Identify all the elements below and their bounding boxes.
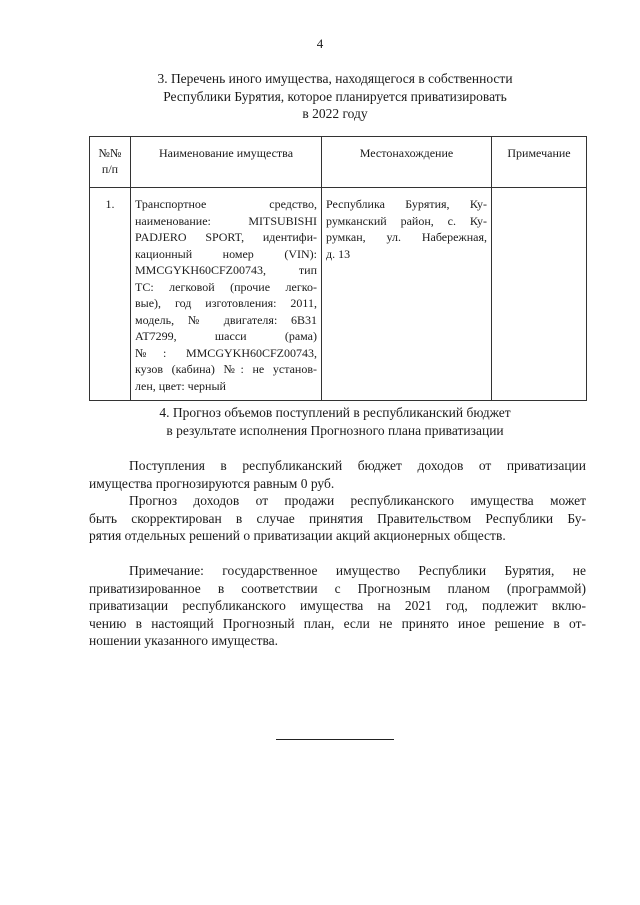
paragraph-line: приватизированное в соответствии с Прогнозным планом (программой) xyxy=(89,580,586,596)
property-name-line: MMCGYKH60CFZ00743, тип xyxy=(135,263,317,277)
section-3-title-line: в 2022 году xyxy=(302,106,368,121)
header-location: Местонахождение xyxy=(322,137,492,188)
property-name-cell xyxy=(131,188,322,401)
property-name-line: кационный номер (VIN): xyxy=(135,246,317,261)
property-name-line: лен, цвет: черный xyxy=(135,378,226,393)
section-4-title xyxy=(90,404,580,439)
paragraph-line: приватизации республиканского имущества на 2021 год, подлежит вклю- xyxy=(89,598,586,613)
location-line: румканский район, с. Ку- xyxy=(326,213,487,228)
property-name-line: PADJERO SPORT, идентифи- xyxy=(135,230,317,244)
property-name-line: вые), год изготовления: 2011, xyxy=(135,296,317,310)
section-3-title-line: Республики Бурятия, которое планируется приватизировать xyxy=(163,88,507,104)
paragraph-line: Поступления в республиканский бюджет доходов от приватизации xyxy=(129,458,586,473)
table-row xyxy=(90,188,587,401)
location-cell xyxy=(322,188,492,401)
page-number: 4 xyxy=(316,36,324,51)
paragraph-line: имущества прогнозируются равным 0 руб. xyxy=(89,475,335,491)
section-4-title-line: в результате исполнения Прогнозного плана приватизации xyxy=(166,422,504,438)
property-name-line: AT7299, шасси (рама) xyxy=(135,329,317,343)
property-name-line: Транспортное средство, xyxy=(135,197,317,211)
location-line: Республика Бурятия, Ку- xyxy=(326,197,487,211)
revenue-paragraph xyxy=(89,457,586,492)
header-number xyxy=(90,137,131,188)
paragraph-line: Прогноз доходов от продажи республиканского имущества может xyxy=(129,493,586,508)
property-name-line: наименование: MITSUBISHI xyxy=(135,213,317,228)
paragraph-line: ношении указанного имущества. xyxy=(89,633,279,648)
property-name-line: ТС: легковой (прочие легко- xyxy=(135,279,317,294)
header-name: Наименование имущества xyxy=(131,137,322,188)
paragraph-line: быть скорректирован в случае принятия Правительством Республики Бу- xyxy=(89,510,586,526)
property-name-line: модель, № двигателя: 6B31 xyxy=(135,312,317,327)
note-cell xyxy=(492,188,587,401)
section-3-title xyxy=(90,70,580,123)
section-3-title-line: 3. Перечень иного имущества, находящегося в собственности xyxy=(157,71,513,86)
note-paragraph xyxy=(89,562,586,650)
property-table xyxy=(89,136,587,401)
paragraph-line: Примечание: государственное имущество Республики Бурятия, не xyxy=(129,563,586,578)
section-4-title-line: 4. Прогноз объемов поступлений в республиканский бюджет xyxy=(159,405,511,420)
forecast-paragraph xyxy=(89,492,586,545)
table-header-row xyxy=(90,137,587,188)
header-number-line: п/п xyxy=(101,162,119,176)
location-line: румкан, ул. Набережная, xyxy=(326,230,487,244)
paragraph-line: чению в настоящий Прогнозный план, если не принято иное решение в от- xyxy=(89,615,586,631)
header-number-line: №№ xyxy=(98,146,122,160)
location-line: д. 13 xyxy=(326,246,351,261)
property-name-line: №: MMCGYKH60CFZ00743, xyxy=(135,345,317,360)
paragraph-line: рятия отдельных решений о приватизации акций акционерных обществ. xyxy=(89,528,506,543)
closing-rule xyxy=(276,739,394,740)
header-note: Примечание xyxy=(492,137,587,188)
property-name-line: кузов (кабина) №: не установ- xyxy=(135,362,317,376)
row-number-cell: 1. xyxy=(90,188,131,401)
